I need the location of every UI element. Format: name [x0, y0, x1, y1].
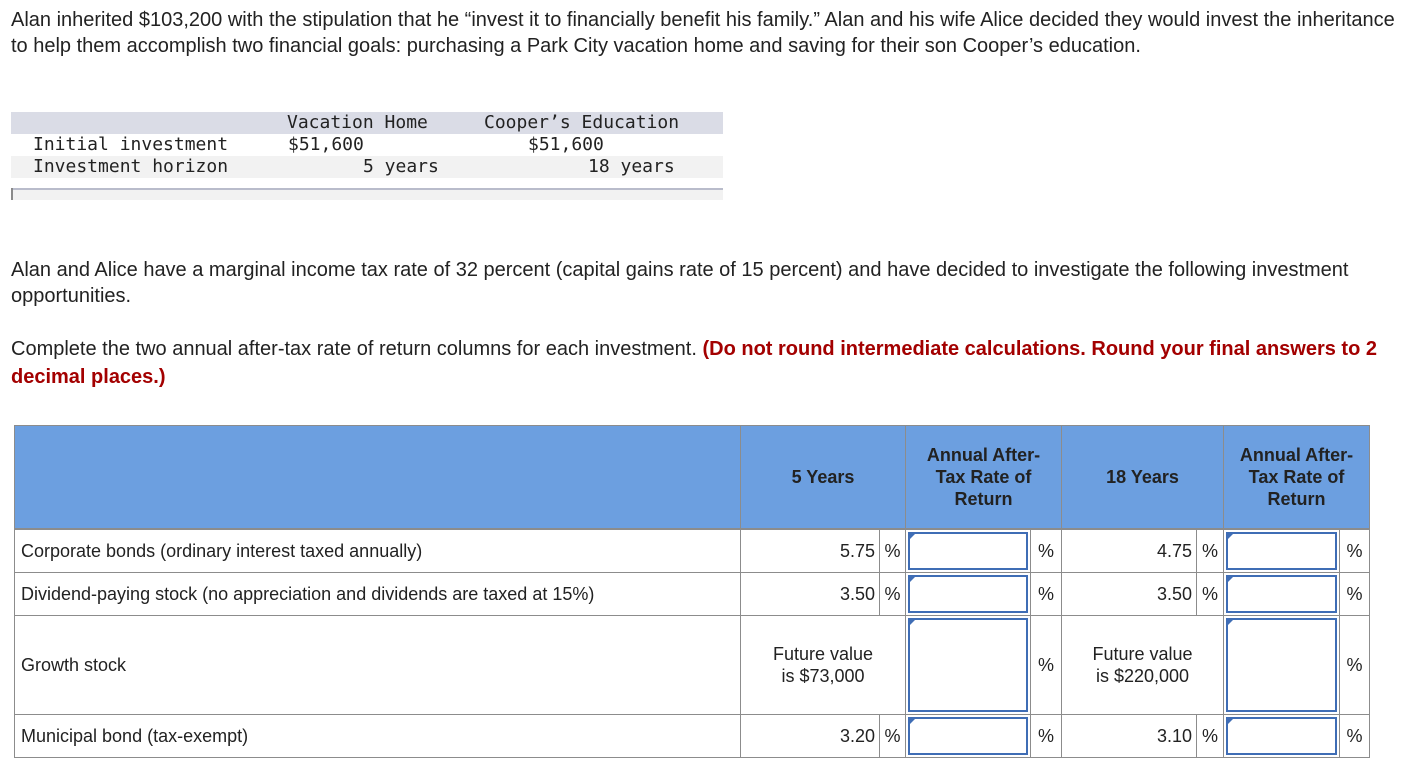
intro-paragraph: Alan inherited $103,200 with the stipulation that he “invest it to financially benefit his family.” Alan and his wife Alice decided they would invest the inheritance to help them accomplish two financial goals: purchasing a Park City vacation home and saving for their son Cooper’s education.: [11, 9, 1395, 57]
after-tax-18-input[interactable]: [1226, 717, 1337, 755]
percent-sign: %: [1340, 616, 1370, 715]
after-tax-18-input[interactable]: [1226, 618, 1337, 712]
percent-sign: %: [1340, 573, 1370, 616]
percent-sign: %: [1197, 715, 1224, 758]
after-tax-5-input[interactable]: [908, 532, 1028, 570]
percent-sign: %: [1031, 715, 1062, 758]
investment-horizon-label: Investment horizon: [33, 156, 229, 177]
vacation-initial-investment: $51,600: [288, 134, 364, 155]
after-tax-5-input-cell: [906, 715, 1031, 758]
after-tax-5-input-cell: [906, 529, 1031, 573]
investment-horizon-row: [11, 156, 723, 178]
vacation-home-header: Vacation Home: [287, 112, 428, 133]
after-tax-5-input-cell: [906, 573, 1031, 616]
row-label: Growth stock: [15, 616, 741, 715]
percent-sign: %: [1197, 573, 1224, 616]
percent-sign: %: [1197, 529, 1224, 573]
after-tax-18-input[interactable]: [1226, 575, 1337, 613]
rate-5-years: 3.20: [741, 715, 880, 758]
after-tax-5-input[interactable]: [908, 618, 1028, 712]
tax-paragraph: Alan and Alice have a marginal income tax rate of 32 percent (capital gains rate of 15 percent) and have decided to investigate the following investment opportunities.: [11, 259, 1349, 307]
percent-sign: %: [1031, 616, 1062, 715]
header-after-tax-5: Annual After-Tax Rate of Return: [906, 426, 1062, 530]
header-blank: [15, 426, 741, 530]
future-value-5-line1: Future value: [772, 644, 874, 664]
initial-investment-label: Initial investment: [33, 134, 229, 155]
info-table-header: [11, 112, 723, 134]
row-label: Dividend-paying stock (no appreciation and dividends are taxed at 15%): [15, 573, 741, 616]
header-after-tax-18: Annual After-Tax Rate of Return: [1224, 426, 1370, 530]
input-marker-icon: [908, 575, 917, 584]
input-marker-icon: [908, 717, 917, 726]
future-value-5-years: [741, 616, 906, 715]
percent-sign: %: [1340, 529, 1370, 573]
percent-sign: %: [880, 715, 906, 758]
after-tax-18-input-cell: [1224, 715, 1340, 758]
future-value-18-years: [1062, 616, 1224, 715]
rate-18-years: 3.10: [1062, 715, 1197, 758]
input-marker-icon: [1226, 717, 1235, 726]
education-horizon: 18 years: [588, 156, 675, 177]
education-initial-investment: $51,600: [528, 134, 604, 155]
percent-sign: %: [880, 529, 906, 573]
percent-sign: %: [1031, 529, 1062, 573]
info-table-footer: [11, 188, 723, 200]
after-tax-5-input[interactable]: [908, 575, 1028, 613]
after-tax-5-input[interactable]: [908, 717, 1028, 755]
investment-table: [14, 425, 1370, 758]
after-tax-18-input[interactable]: [1226, 532, 1337, 570]
header-5-years: 5 Years: [741, 426, 906, 530]
row-label: Municipal bond (tax-exempt): [15, 715, 741, 758]
table-header-row: [15, 426, 1370, 530]
row-label: Corporate bonds (ordinary interest taxed annually): [15, 529, 741, 573]
instruction-paragraph: [11, 335, 1411, 391]
rate-18-years: 3.50: [1062, 573, 1197, 616]
future-value-18-line2: is $220,000: [1095, 666, 1190, 686]
after-tax-18-input-cell: [1224, 529, 1340, 573]
after-tax-5-input-cell: [906, 616, 1031, 715]
after-tax-18-input-cell: [1224, 573, 1340, 616]
info-table: [11, 112, 723, 200]
table-row-municipal-bond: [15, 715, 1370, 758]
percent-sign: %: [1340, 715, 1370, 758]
input-marker-icon: [908, 618, 917, 627]
rate-5-years: 5.75: [741, 529, 880, 573]
education-header: Cooper’s Education: [484, 112, 680, 133]
input-marker-icon: [908, 532, 917, 541]
vacation-horizon: 5 years: [363, 156, 439, 177]
instruction-emphasis: (Do not round intermediate calculations. Round your final answers to 2 decimal places.): [11, 338, 1377, 388]
header-18-years: 18 Years: [1062, 426, 1224, 530]
input-marker-icon: [1226, 575, 1235, 584]
input-marker-icon: [1226, 532, 1235, 541]
rate-5-years: 3.50: [741, 573, 880, 616]
future-value-5-line2: is $73,000: [781, 666, 865, 686]
future-value-18-line1: Future value: [1092, 644, 1193, 664]
rate-18-years: 4.75: [1062, 529, 1197, 573]
percent-sign: %: [1031, 573, 1062, 616]
instruction-text: Complete the two annual after-tax rate of return columns for each investment.: [11, 338, 697, 360]
percent-sign: %: [880, 573, 906, 616]
after-tax-18-input-cell: [1224, 616, 1340, 715]
table-row-dividend-stock: [15, 573, 1370, 616]
input-marker-icon: [1226, 618, 1235, 627]
table-row-corporate-bonds: [15, 529, 1370, 573]
table-row-growth-stock: [15, 616, 1370, 715]
initial-investment-row: [11, 134, 723, 156]
